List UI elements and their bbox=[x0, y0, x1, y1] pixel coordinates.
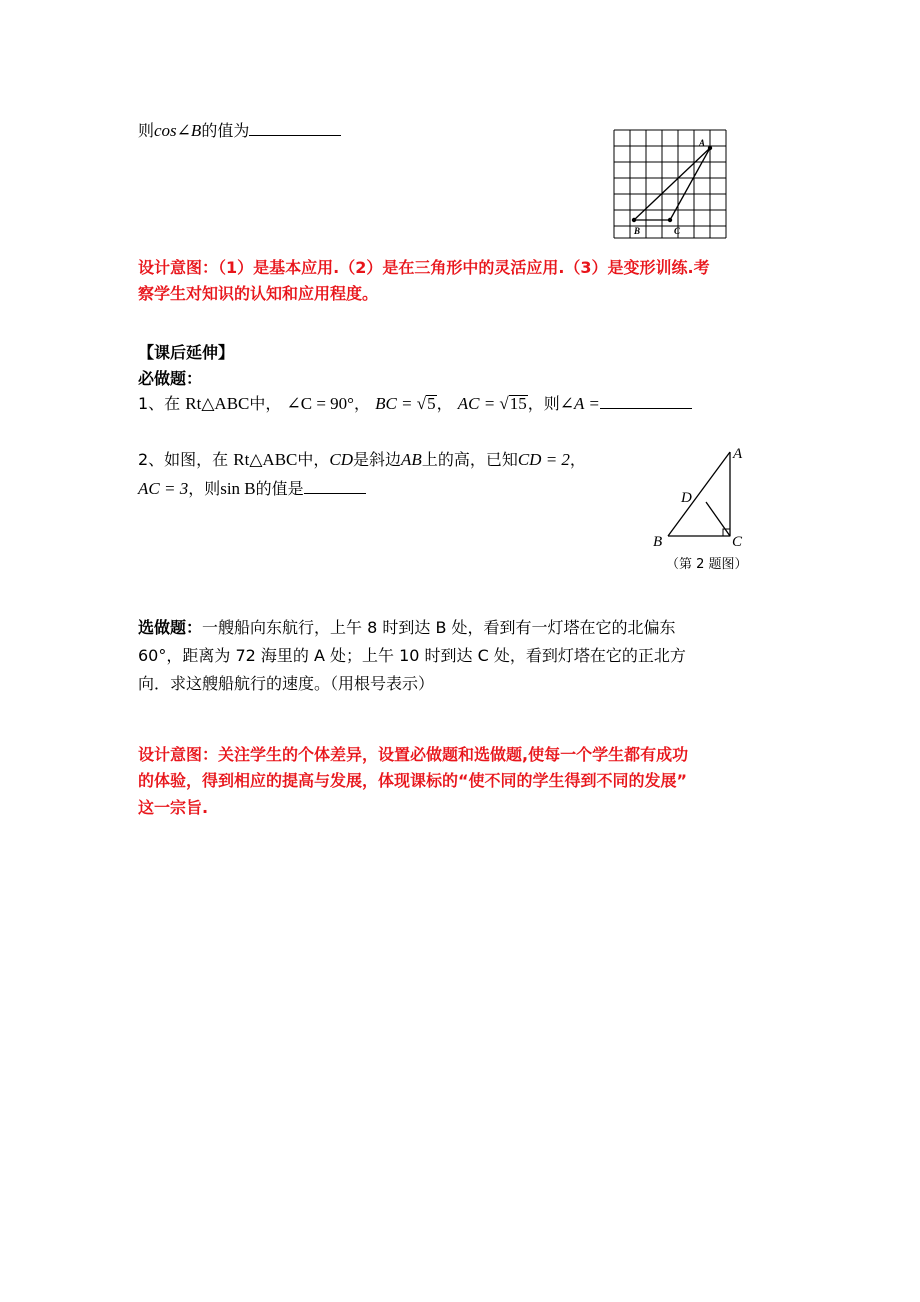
q1-num: 1、在 bbox=[138, 394, 181, 413]
fig2-label-b: B bbox=[653, 534, 663, 550]
optional-line1 bbox=[138, 615, 676, 638]
q2-sinb: sin B bbox=[220, 479, 256, 498]
q3-prefix: 则 bbox=[138, 121, 155, 140]
q1-sqrt-sign-2: √ bbox=[499, 394, 509, 413]
point-a bbox=[708, 146, 712, 150]
q2-rt-abc: Rt△ABC bbox=[233, 450, 298, 469]
q2-line1-e: ， bbox=[569, 450, 586, 469]
point-b bbox=[632, 218, 636, 222]
q1-sqrt-sign: √ bbox=[416, 394, 427, 413]
question-2-line2 bbox=[138, 476, 366, 499]
q1-cond2-radicand: 5 bbox=[427, 394, 436, 413]
q1-cond2-left: BC = bbox=[375, 394, 417, 413]
q2-line1-c: 是斜边 bbox=[353, 450, 402, 469]
q2-cd-eq: CD = 2 bbox=[517, 450, 570, 469]
design-intent-2-line3: 这一宗旨. bbox=[138, 798, 209, 817]
q2-line2-b: 的值是 bbox=[255, 479, 304, 498]
fig2-label-c: C bbox=[732, 534, 743, 550]
q2-ab: AB bbox=[401, 450, 422, 469]
altitude-cd bbox=[706, 502, 730, 536]
figure-2-caption: （第 2 题图） bbox=[666, 557, 748, 572]
design-intent-2-line1: 设计意图：关注学生的个体差异，设置必做题和选做题,使每一个学生都有成功 bbox=[138, 745, 689, 764]
fig2-label-a: A bbox=[733, 446, 743, 462]
q1-ask: ∠A = bbox=[559, 394, 600, 413]
design-intent-1-line2: 察学生对知识的认知和应用程度。 bbox=[138, 284, 379, 303]
point-c bbox=[668, 218, 672, 222]
grid-label-b: B bbox=[634, 226, 641, 236]
q2-ac-eq: AC = 3 bbox=[138, 479, 189, 498]
q1-mid: 中， bbox=[249, 394, 282, 413]
q1-comma2: ， bbox=[436, 394, 453, 413]
triangle-figure bbox=[648, 442, 748, 554]
q3-suffix: 的值为 bbox=[201, 121, 250, 140]
required-label: 必做题： bbox=[138, 369, 203, 388]
q1-comma1: ， bbox=[353, 394, 370, 413]
q1-cond3-radicand: 15 bbox=[509, 394, 527, 413]
question-1 bbox=[138, 391, 692, 414]
grid-label-a: A bbox=[699, 138, 706, 148]
q3-answer-blank bbox=[249, 120, 341, 136]
grid-label-c: C bbox=[674, 226, 681, 236]
q1-rt-abc: Rt△ABC bbox=[185, 394, 250, 413]
q2-line1-a: 2、如图，在 bbox=[138, 450, 229, 469]
q2-answer-blank bbox=[304, 478, 366, 494]
triangle-lines bbox=[634, 148, 710, 220]
optional-text-1: 一艘船向东航行，上午 8 时到达 B 处，看到有一灯塔在它的北偏东 bbox=[202, 618, 676, 637]
design-intent-1-line1: 设计意图：（1）是基本应用.（2）是在三角形中的灵活应用.（3）是变形训练.考 bbox=[138, 258, 710, 277]
q3-math: cos∠B bbox=[154, 121, 202, 140]
fig2-label-d: D bbox=[681, 490, 692, 506]
q3-text-line bbox=[138, 118, 341, 141]
q1-cond3-left: AC = bbox=[457, 394, 500, 413]
section-title: 【课后延伸】 bbox=[138, 343, 235, 362]
optional-line3: 向．求这艘船航行的速度。（用根号表示） bbox=[138, 674, 435, 693]
design-intent-2-line2: 的体验，得到相应的提高与发展，体现课标的“使不同的学生得到不同的发展” bbox=[138, 771, 688, 790]
optional-label: 选做题： bbox=[138, 618, 203, 637]
q1-then: ，则 bbox=[527, 394, 560, 413]
question-2-line1 bbox=[138, 447, 586, 470]
q1-cond1: ∠C = 90° bbox=[286, 394, 354, 413]
q2-line1-d: 上的高，已知 bbox=[421, 450, 518, 469]
optional-line2: 60°，距离为 72 海里的 A 处；上午 10 时到达 C 处，看到灯塔在它的正北方 bbox=[138, 646, 686, 665]
q2-line1-b: 中， bbox=[297, 450, 330, 469]
q2-line2-a: ，则 bbox=[188, 479, 221, 498]
q2-cd: CD bbox=[329, 450, 354, 469]
grid-figure bbox=[612, 128, 730, 240]
q1-answer-blank bbox=[600, 393, 692, 409]
